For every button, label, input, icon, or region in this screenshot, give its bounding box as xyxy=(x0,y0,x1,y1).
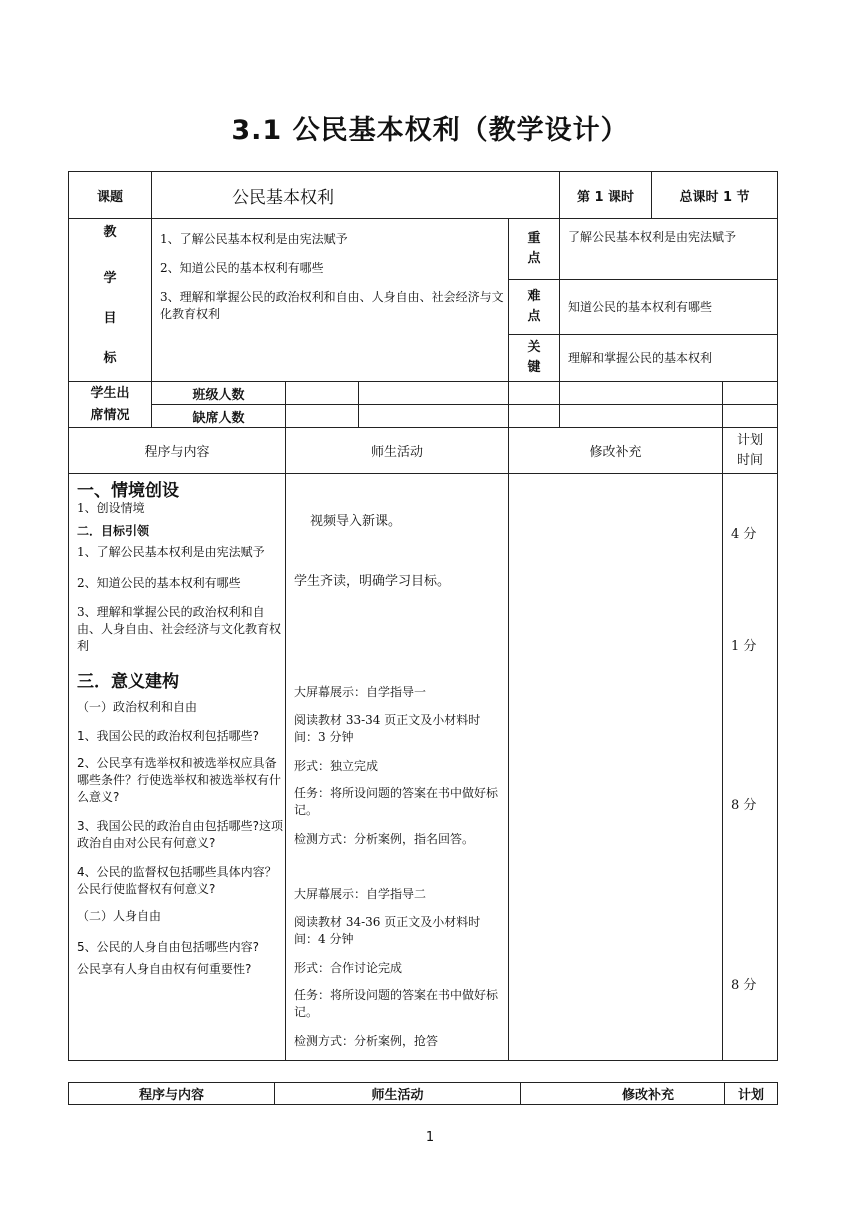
time-value: 4 分 xyxy=(731,527,757,542)
objective-item: 2、知道公民的基本权利有哪些 xyxy=(160,261,324,275)
crux-label-char: 键 xyxy=(527,360,541,375)
activity-text: 检测方式：分析案例，指名回答。 xyxy=(294,832,475,846)
program-question: 2、公民享有选举权和被选举权应具备哪些条件？行使选举权和被选举权有什么意义? xyxy=(77,756,282,804)
crux-label-char: 关 xyxy=(527,340,541,355)
col-time-header: 计划 xyxy=(725,1083,778,1105)
activity-text: 形式：合作讨论完成 xyxy=(294,961,403,975)
objective-item: 1、了解公民基本权利是由宪法赋予 xyxy=(160,232,348,246)
section-title: 二．目标引领 xyxy=(77,524,150,538)
program-item: 1、了解公民基本权利是由宪法赋予 xyxy=(77,545,265,559)
col-time-header xyxy=(723,428,778,474)
activity-text: 阅读教材 33-34 页正文及小材料时间：3 分钟 xyxy=(294,713,481,744)
class-size-label: 班级人数 xyxy=(152,382,286,405)
revision-content xyxy=(509,474,723,1061)
difficulty-label-char: 难 xyxy=(527,289,541,304)
program-content xyxy=(69,474,286,1061)
attendance-label-line: 席情况 xyxy=(90,407,130,423)
program-item: 3、理解和掌握公民的政治权利和自由、人身自由、社会经济与文化教育权利 xyxy=(77,605,282,653)
time-content xyxy=(723,474,778,1061)
program-item: 1、创设情境 xyxy=(77,501,145,515)
continuation-header-table xyxy=(68,1082,778,1105)
col-revision-header: 修改补充 xyxy=(521,1083,725,1105)
activity-text: 任务：将所设问题的答案在书中做好标记。 xyxy=(294,988,499,1019)
time-value: 8 分 xyxy=(731,978,757,993)
time-value: 1 分 xyxy=(731,639,757,654)
objectives-list xyxy=(152,219,509,382)
activity-text: 大屏幕展示：自学指导一 xyxy=(294,685,427,699)
col-activity-header: 师生活动 xyxy=(275,1083,521,1105)
attendance-label-line: 学生出 xyxy=(90,385,130,401)
sub-section-title: （一）政治权利和自由 xyxy=(77,700,198,714)
attendance-cell xyxy=(723,382,778,405)
attendance-cell xyxy=(286,405,359,428)
objective-item: 3、理解和掌握公民的政治权利和自由、人身自由、社会经济与文化教育权利 xyxy=(160,290,504,321)
key-point-label-char: 点 xyxy=(527,251,541,266)
section-title: 一、情境创设 xyxy=(77,481,179,501)
objectives-label-char: 目 xyxy=(103,311,117,326)
page-title: 3.1 公民基本权利（教学设计） xyxy=(231,115,629,146)
attendance-label xyxy=(69,382,152,428)
attendance-cell xyxy=(509,382,560,405)
topic-value: 公民基本权利 xyxy=(152,172,560,219)
page-number: 1 xyxy=(425,1130,435,1145)
difficulty-label xyxy=(509,280,560,335)
crux-label xyxy=(509,335,560,382)
col-revision-header: 修改补充 xyxy=(509,428,723,474)
activity-text: 形式：独立完成 xyxy=(294,759,379,773)
attendance-cell xyxy=(286,382,359,405)
activity-text: 视频导入新课。 xyxy=(310,514,402,529)
program-item: 2、知道公民的基本权利有哪些 xyxy=(77,576,241,590)
key-point-label xyxy=(509,219,560,280)
program-question: 4、公民的监督权包括哪些具体内容？ 公民行使监督权有何意义? xyxy=(77,865,277,896)
attendance-cell xyxy=(359,405,509,428)
sub-section-title: （二）人身自由 xyxy=(77,909,162,923)
header-row xyxy=(69,172,778,219)
program-question: 公民享有人身自由权有何重要性? xyxy=(77,962,252,976)
activity-text: 大屏幕展示：自学指导二 xyxy=(294,887,427,901)
col-program-header: 程序与内容 xyxy=(69,428,286,474)
activity-text: 学生齐读，明确学习目标。 xyxy=(294,574,451,589)
time-value: 8 分 xyxy=(731,798,757,813)
objectives-label xyxy=(69,219,152,382)
attendance-cell xyxy=(723,405,778,428)
program-question: 5、公民的人身自由包括哪些内容? xyxy=(77,940,260,954)
total-lesson-label: 总课时 1 节 xyxy=(652,172,778,219)
activity-text: 阅读教材 34-36 页正文及小材料时间：4 分钟 xyxy=(294,915,481,946)
difficulty-label-char: 点 xyxy=(527,309,541,324)
activity-text: 检测方式：分析案例，抢答 xyxy=(294,1034,439,1048)
content-row xyxy=(69,474,778,1061)
difficulty-value: 知道公民的基本权利有哪些 xyxy=(560,280,778,335)
program-question: 3、我国公民的政治自由包括哪些?这项政治自由对公民有何意义? xyxy=(77,819,284,850)
lesson-plan-table xyxy=(68,171,778,1061)
program-question: 1、我国公民的政治权利包括哪些? xyxy=(77,729,260,743)
objectives-label-char: 标 xyxy=(103,351,117,366)
col-time-header-line: 计划 xyxy=(737,432,764,448)
section-title: 三．意义建构 xyxy=(77,672,179,692)
objectives-label-char: 学 xyxy=(103,271,117,286)
key-point-label-char: 重 xyxy=(527,231,541,246)
crux-value: 理解和掌握公民的基本权利 xyxy=(560,335,778,382)
col-time-header-line: 时间 xyxy=(737,452,764,468)
col-program-header: 程序与内容 xyxy=(69,1083,275,1105)
attendance-cell xyxy=(560,382,723,405)
attendance-cell xyxy=(359,382,509,405)
activity-text: 任务：将所设问题的答案在书中做好标记。 xyxy=(294,786,499,817)
absent-label: 缺席人数 xyxy=(152,405,286,428)
objectives-label-char: 教 xyxy=(103,225,117,240)
column-header-row xyxy=(69,428,778,474)
activity-content xyxy=(286,474,509,1061)
col-activity-header: 师生活动 xyxy=(286,428,509,474)
key-point-value: 了解公民基本权利是由宪法赋予 xyxy=(560,219,778,280)
topic-label: 课题 xyxy=(69,172,152,219)
attendance-cell xyxy=(560,405,723,428)
lesson-label: 第 1 课时 xyxy=(560,172,652,219)
attendance-cell xyxy=(509,405,560,428)
